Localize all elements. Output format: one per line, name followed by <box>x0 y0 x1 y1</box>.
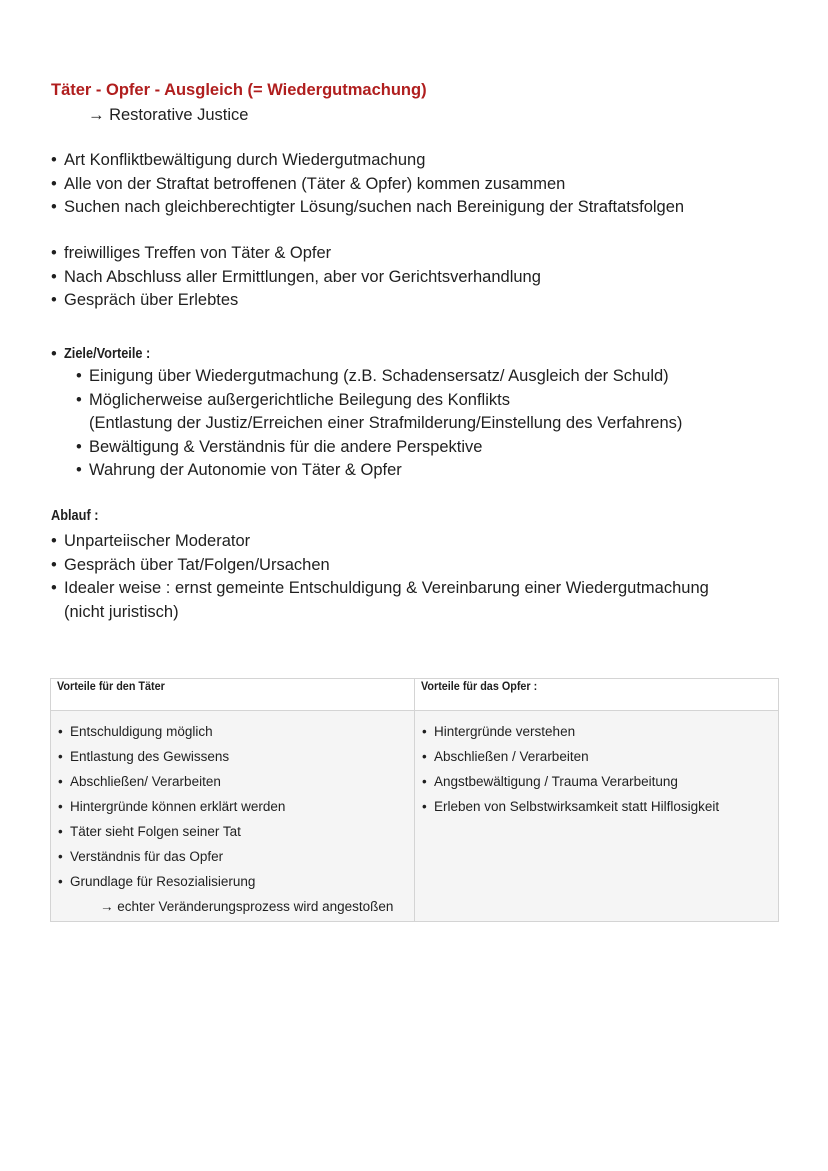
list-item-line: (Entlastung der Justiz/Erreichen einer Strafmilderung/Einstellung des Verfahrens) <box>89 414 683 432</box>
table-header-victim: Vorteile für das Opfer : <box>415 679 779 711</box>
list-item: • Unparteiischer Moderator <box>51 530 709 554</box>
ziele-heading: Ziele/Vorteile : <box>64 346 151 362</box>
list-item-line: (nicht juristisch) <box>64 602 179 621</box>
offender-advantages-cell <box>51 711 415 922</box>
table-header-offender: Vorteile für den Täter <box>51 679 415 711</box>
list-item: • Entlastung des Gewissens <box>57 744 408 769</box>
ablauf-list <box>51 530 709 624</box>
list-item: • Gespräch über Tat/Folgen/Ursachen <box>51 554 709 578</box>
list-item: • Verständnis für das Opfer <box>57 844 408 869</box>
advantages-table <box>50 678 779 922</box>
victim-advantages-cell <box>415 711 779 922</box>
table-header-row <box>51 679 779 711</box>
list-item <box>51 577 709 624</box>
list-item: • Einigung über Wiedergutmachung (z.B. Schadensersatz/ Ausgleich der Schuld) <box>76 365 682 389</box>
table-row <box>51 711 779 922</box>
meeting-list <box>51 242 541 313</box>
list-item <box>76 389 682 436</box>
document-title: Täter - Opfer - Ausgleich (= Wiedergutmachung) <box>51 81 427 99</box>
list-item: • Täter sieht Folgen seiner Tat <box>57 819 408 844</box>
list-item: • Angstbewältigung / Trauma Verarbeitung <box>421 769 772 794</box>
list-item: • freiwilliges Treffen von Täter & Opfer <box>51 242 541 266</box>
list-item: • Hintergründe verstehen <box>421 719 772 744</box>
offender-advantages-list <box>57 719 408 894</box>
ziele-bullet: • <box>51 345 57 363</box>
intro-list <box>51 149 684 220</box>
list-subitem: → echter Veränderungsprozess wird angestoßen <box>100 899 394 914</box>
list-item: • Erleben von Selbstwirksamkeit statt Hilflosigkeit <box>421 794 772 819</box>
ablauf-heading: Ablauf : <box>51 508 99 524</box>
list-item-line: • Möglicherweise außergerichtliche Beilegung des Konflikts <box>89 390 510 409</box>
list-item: • Grundlage für Resozialisierung <box>57 869 408 894</box>
victim-advantages-list <box>421 719 772 819</box>
list-item: • Wahrung der Autonomie von Täter & Opfer <box>76 459 682 483</box>
list-item: • Alle von der Straftat betroffenen (Täter & Opfer) kommen zusammen <box>51 173 684 197</box>
list-item-line: • Idealer weise : ernst gemeinte Entschuldigung & Vereinbarung einer Wiedergutmachung <box>64 579 709 597</box>
list-item: • Art Konfliktbewältigung durch Wiedergutmachung <box>51 149 684 173</box>
list-item: • Abschließen/ Verarbeiten <box>57 769 408 794</box>
list-item: • Entschuldigung möglich <box>57 719 408 744</box>
list-item: • Suchen nach gleichberechtigter Lösung/suchen nach Bereinigung der Straftatsfolgen <box>51 196 684 220</box>
ziele-list <box>76 365 682 483</box>
list-item: • Nach Abschluss aller Ermittlungen, aber vor Gerichtsverhandlung <box>51 266 541 290</box>
document-subtitle: → Restorative Justice <box>88 106 249 124</box>
list-item: • Hintergründe können erklärt werden <box>57 794 408 819</box>
list-item: • Abschließen / Verarbeiten <box>421 744 772 769</box>
list-item: • Bewältigung & Verständnis für die andere Perspektive <box>76 436 682 460</box>
list-item: • Gespräch über Erlebtes <box>51 289 541 313</box>
